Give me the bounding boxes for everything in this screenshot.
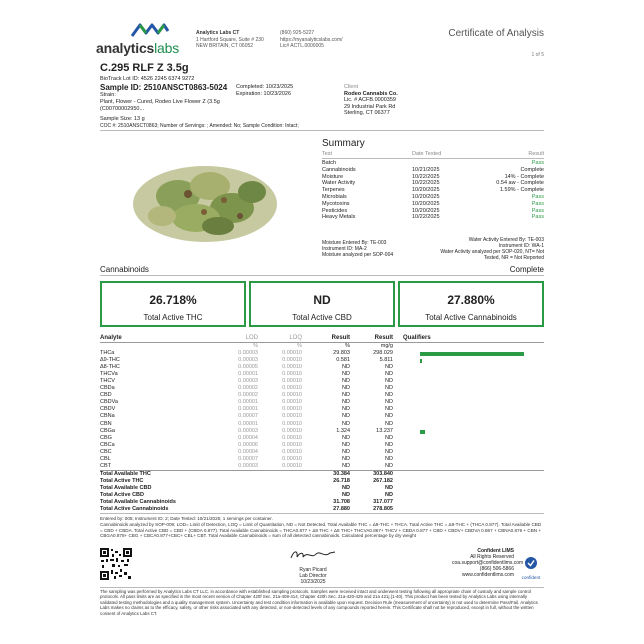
total-active-cannabinoids-box: 27.880% Total Active Cannabinoids: [398, 281, 544, 327]
biotrack-lot: BioTrack Lot ID: 4526 2245 6374 9272: [100, 76, 195, 82]
cannabinoid-row: [100, 421, 544, 428]
signature-icon: [288, 548, 338, 562]
summary-test: Pesticides: [322, 207, 348, 214]
analyte-lod: 0.00001: [238, 371, 258, 378]
analyte-result-pct: ND: [342, 448, 350, 455]
analyte-loq: 0.00010: [282, 427, 302, 434]
analyte-result-pct: ND: [342, 455, 350, 462]
total-name: Total Active THC: [100, 477, 144, 484]
analyte-name: CBC: [100, 448, 112, 455]
analyte-qualifier: [393, 413, 420, 420]
summary-date: 10/20/2025: [412, 207, 440, 214]
analyte-result-pct: 0.581: [336, 357, 350, 364]
analyte-bar: [420, 364, 544, 371]
analyte-loq: 0.00010: [282, 455, 302, 462]
cannabinoid-row: [100, 428, 544, 435]
cannabinoid-row: [100, 456, 544, 463]
analyte-result-pct: ND: [342, 406, 350, 413]
summary-row: [322, 160, 544, 167]
analyte-bar: [420, 435, 544, 442]
analyte-qualifier: [393, 435, 420, 442]
analyte-result-mg: 5.811: [379, 357, 393, 364]
cannabinoid-row: [100, 413, 544, 420]
analyte-lod: 0.00004: [238, 448, 258, 455]
summary-result: Pass: [531, 207, 544, 214]
analyte-name: CBL: [100, 455, 111, 462]
cannabinoid-row: [100, 357, 544, 364]
product-photo: [100, 136, 310, 266]
analyte-name: CBDV: [100, 406, 116, 413]
analyte-result-mg: ND: [385, 399, 393, 406]
analyte-name: CBT: [100, 462, 111, 469]
logo-wordmark: analyticslabs: [96, 40, 180, 56]
analyte-lod: 0.00002: [238, 385, 258, 392]
analyte-lod: 0.00001: [238, 406, 258, 413]
summary-result: 14% - Complete: [504, 173, 544, 180]
cannabinoid-units-row: % % % mg/g: [253, 343, 393, 349]
summary-result: 0.54 aw - Complete: [496, 180, 544, 187]
analyte-qualifier: [393, 399, 420, 406]
summary-header: Test Date Tested Result: [322, 151, 544, 157]
analyte-loq: 0.00010: [282, 434, 302, 441]
signature-block: Ryan Picard Lab Director 10/23/2025: [278, 548, 348, 585]
cannabinoid-row: [100, 385, 544, 392]
analyte-result-mg: ND: [385, 392, 393, 399]
analyte-bar: [420, 385, 544, 392]
cannabinoid-row: [100, 449, 544, 456]
cannabinoid-row: [100, 399, 544, 406]
disclaimer-divider: [100, 587, 544, 588]
analyte-name: Δ9-THC: [100, 357, 120, 364]
strain-label: Strain:: [100, 92, 116, 98]
summary-date: 10/22/2025: [412, 180, 440, 187]
analyte-name: THCa: [100, 350, 115, 356]
analyte-loq: 0.00010: [282, 462, 302, 469]
summary-row: [322, 208, 544, 215]
analyte-lod: 0.00001: [238, 399, 258, 406]
analyte-lod: 0.00003: [238, 378, 258, 385]
summary-test: Water Activity: [322, 180, 356, 187]
lab-contact: (860) 925-5227 https://myanalyticslabs.com/ Lic# ACTL.0000005: [280, 30, 343, 49]
cannabinoid-row: [100, 442, 544, 449]
analyte-result-mg: ND: [385, 385, 393, 392]
analyte-loq: 0.00010: [282, 392, 302, 399]
summary-test: Terpenes: [322, 187, 345, 194]
analyte-result-mg: ND: [385, 413, 393, 420]
summary-result: Complete: [520, 166, 544, 173]
disclaimer: The sampling was performed by Analytics Labs CT LLC. in accordance with established sampling protocols. Samples were received intact and underwent testing following all appropriate chain of custody and sample control protocols. All pass limits are as specified in the most recent version of Chapter 420f Sec. 21a-408-414, Chapter 420h Sec. 21a-420-429 and 21a 421j (1-40). This product has been tested by Analytics Labs using internally validated testing methodologies and a quality management system. Uncertainty and test condition information is available upon request. Decision Rule (measurement of uncertainty) is not used to determine Pass/Fail. Analytics Labs makes no claims as to the efficacy, safety, or other risks associated with any detected, or non-detected levels of any compounds reported herein. This Certificate shall not be reproduced, except in full, without the written consent of Analytics Labs CT.: [100, 589, 538, 616]
analyte-name: CBCa: [100, 441, 115, 448]
total-result-pct: 31.708: [333, 499, 350, 506]
analyte-bar: [420, 442, 544, 449]
total-active-cbd-box: ND Total Active CBD: [249, 281, 395, 327]
summary-test: Batch: [322, 160, 337, 166]
cannabinoid-row: [100, 435, 544, 442]
cannabinoid-total-row: [100, 478, 544, 485]
analyte-result-mg: ND: [385, 434, 393, 441]
analyte-result-mg: ND: [385, 378, 393, 385]
analyte-result-pct: ND: [342, 371, 350, 378]
cannabinoids-status: Complete: [509, 265, 544, 274]
analyte-bar: [420, 406, 544, 413]
analyte-loq: 0.00010: [282, 441, 302, 448]
expiration-date: Expiration: 10/23/2026: [236, 91, 292, 97]
cannabinoid-total-row: [100, 485, 544, 492]
lims-info: Confident LIMS All Rights Reserved coa.support@confidentlims.com (866) 506-5866 www.confidentlims.com: [452, 548, 524, 578]
total-result-mg: 278.805: [373, 506, 393, 513]
cannabinoids-divider: [100, 275, 544, 276]
summary-row: [322, 194, 544, 201]
analyte-loq: 0.00010: [282, 357, 302, 364]
logo-mark-icon: [130, 22, 170, 38]
analyte-name: CBDa: [100, 385, 115, 392]
analyte-name: CBN: [100, 420, 112, 427]
analyte-bar: [420, 378, 544, 385]
analyte-lod: 0.00006: [238, 441, 258, 448]
analyte-loq: 0.00010: [282, 448, 302, 455]
summary-row: [322, 201, 544, 208]
cannabinoid-table-header: Analyte LOD LOQ Result Result Qualifiers: [100, 335, 431, 341]
total-name: Total Available CBD: [100, 484, 152, 491]
cannabinoid-row: [100, 364, 544, 371]
total-name: Total Active CBD: [100, 492, 145, 498]
analyte-result-mg: ND: [385, 462, 393, 469]
analyte-lod: 0.00005: [238, 364, 258, 371]
analyte-result-mg: ND: [385, 371, 393, 378]
analyte-bar-fill: [420, 352, 524, 356]
confident-logo-icon: [524, 556, 538, 570]
analyte-result-pct: 1.324: [336, 427, 350, 434]
total-result-pct: ND: [342, 484, 350, 491]
total-name: Total Active Cannabinoids: [100, 506, 169, 513]
analyte-result-pct: ND: [342, 420, 350, 427]
analyte-bar: [420, 428, 544, 435]
analyte-qualifier: [393, 350, 420, 357]
analyte-result-pct: 29.803: [333, 350, 350, 356]
analyte-qualifier: [393, 385, 420, 392]
cannabinoid-total-row: [100, 499, 544, 506]
completed-date: Completed: 10/23/2025: [236, 84, 294, 90]
page-number: 1 of 5: [531, 52, 544, 58]
cannabinoid-entered-note: Entered by: 005; Instrument ID: 2; Date Tested: 10/21/2025; 1 servings per container.: [100, 516, 273, 521]
cannabinoid-row: [100, 371, 544, 378]
summary-date: 10/20/2025: [412, 200, 440, 207]
analyte-result-mg: ND: [385, 420, 393, 427]
analyte-loq: 0.00010: [282, 378, 302, 385]
analyte-result-mg: ND: [385, 448, 393, 455]
confident-logo: confident: [517, 556, 545, 580]
analyte-name: Δ8-THC: [100, 364, 120, 371]
analyte-result-mg: ND: [385, 406, 393, 413]
analyte-bar: [420, 449, 544, 456]
summary-row: [322, 174, 544, 181]
summary-date: 10/22/2025: [412, 173, 440, 180]
summary-test: Heavy Metals: [322, 214, 356, 221]
analyte-bar-fill: [420, 359, 422, 363]
water-activity-note: Water Activity Entered By: TE-003 Instrument ID: WA-1 Water Activity analyzed per SOP-020, NT= Not Tested, NR = Not Reported: [440, 237, 544, 261]
analyte-qualifier: [393, 357, 420, 364]
total-result-pct: ND: [342, 492, 350, 498]
sample-matrix: Plant, Flower - Cured, Rodeo Live Flower Z (3.5g: [100, 99, 220, 105]
analyte-lod: 0.00004: [238, 434, 258, 441]
summary-row: [322, 167, 544, 174]
analyte-name: CBNa: [100, 413, 115, 420]
summary-test: Moisture: [322, 173, 344, 180]
total-result-pct: 30.384: [333, 470, 350, 477]
analyte-qualifier: [393, 442, 420, 449]
analyte-bar: [420, 371, 544, 378]
analyte-qualifier: [393, 371, 420, 378]
summary-row: [322, 187, 544, 194]
analyte-qualifier: [393, 364, 420, 371]
cannabinoid-row: [100, 406, 544, 413]
sample-title: C.295 RLF Z 3.5g: [100, 62, 189, 74]
analyte-lod: 0.00007: [238, 413, 258, 420]
summary-result: Pass: [531, 160, 544, 166]
analyte-lod: 0.00003: [238, 357, 258, 364]
summary-date: 10/20/2025: [412, 194, 440, 200]
total-result-mg: 267.182: [373, 477, 393, 484]
analyte-lod: 0.00001: [238, 420, 258, 427]
analyte-name: CBG: [100, 434, 112, 441]
summary-row: [322, 214, 544, 221]
analyte-lod: 0.00003: [238, 427, 258, 434]
analyte-name: CBGa: [100, 427, 115, 434]
analyte-lod: 0.00002: [238, 392, 258, 399]
analyte-bar: [420, 456, 544, 463]
lab-website-link[interactable]: https://myanalyticslabs.com/: [280, 36, 343, 43]
analyte-qualifier: [393, 378, 420, 385]
cannabinoids-title: Cannabinoids: [100, 265, 149, 274]
analyte-qualifier: [393, 406, 420, 413]
analyte-result-pct: ND: [342, 364, 350, 371]
analyte-result-pct: ND: [342, 392, 350, 399]
analyte-bar: [420, 357, 544, 364]
total-result-mg: ND: [385, 492, 393, 498]
analyte-result-pct: ND: [342, 378, 350, 385]
summary-title: Summary: [322, 138, 365, 149]
total-active-thc-box: 26.718% Total Active THC: [100, 281, 246, 327]
analyte-result-mg: 298.029: [373, 350, 393, 356]
summary-date: 10/20/2025: [412, 187, 440, 194]
total-result-pct: 26.718: [333, 477, 350, 484]
analyte-loq: 0.00010: [282, 385, 302, 392]
sample-size: Sample Size: 13 g: [100, 116, 145, 122]
divider: [100, 130, 544, 131]
summary-row: [322, 180, 544, 187]
analyte-result-pct: ND: [342, 434, 350, 441]
summary-date: 10/22/2025: [412, 214, 440, 221]
cannabinoid-row: [100, 463, 544, 470]
total-name: Total Available Cannabinoids: [100, 499, 176, 506]
analyte-result-pct: ND: [342, 413, 350, 420]
analyte-result-pct: ND: [342, 462, 350, 469]
analyte-qualifier: [393, 463, 420, 470]
analyte-bar: [420, 392, 544, 399]
analyte-loq: 0.00010: [282, 350, 302, 356]
analyte-name: CBD: [100, 392, 112, 399]
summary-date: [412, 160, 474, 167]
total-result-mg: 303.840: [373, 470, 393, 477]
summary-test: Cannabinoids: [322, 166, 356, 173]
client-block: Client Rodeo Cannabis Co. Lic. # ACFB.0000359 29 Industrial Park Rd Sterling, CT 06377: [344, 84, 398, 116]
company-logo: [96, 22, 206, 62]
summary-result: 1.59% - Complete: [499, 187, 544, 194]
analyte-qualifier: [393, 428, 420, 435]
cannabinoid-row: [100, 378, 544, 385]
analyte-bar: [420, 421, 544, 428]
document-title: Certificate of Analysis: [448, 28, 544, 39]
analyte-lod: 0.00003: [238, 350, 258, 356]
coc-info: COC #: 2510ANSCT0863; Number of Servings: ; Amended: No; Sample Condition: Intact;: [100, 123, 299, 129]
qr-code[interactable]: [100, 548, 132, 580]
analyte-result-mg: ND: [385, 441, 393, 448]
cannabinoid-total-row: [100, 471, 544, 478]
total-result-mg: 317.077: [373, 499, 393, 506]
summary-date: 10/21/2025: [412, 166, 440, 173]
analyte-name: CBDVa: [100, 399, 118, 406]
analyte-bar: [420, 413, 544, 420]
analyte-result-mg: ND: [385, 455, 393, 462]
summary-divider: [322, 158, 544, 159]
moisture-note: Moisture Entered By: TE-003 Instrument ID: MA-2 Moisture analyzed per SOP-004: [322, 240, 394, 258]
analyte-bar: [420, 463, 544, 470]
total-result-mg: ND: [385, 484, 393, 491]
total-result-pct: 27.880: [333, 506, 350, 513]
analyte-lod: 0.00007: [238, 455, 258, 462]
cannabinoid-row: [100, 350, 544, 357]
cannabinoid-total-row: [100, 492, 544, 499]
sample-matrix-cont: (C00700002950...: [100, 106, 145, 112]
summary-test: Microbials: [322, 194, 347, 200]
summary-result: Pass: [531, 194, 544, 200]
analyte-qualifier: [393, 449, 420, 456]
analyte-qualifier: [393, 392, 420, 399]
cannabinoid-row: [100, 392, 544, 399]
analyte-name: THCVa: [100, 371, 118, 378]
analyte-loq: 0.00010: [282, 399, 302, 406]
analyte-bar: [420, 350, 544, 357]
analyte-bar: [420, 399, 544, 406]
analyte-loq: 0.00010: [282, 420, 302, 427]
summary-result: Pass: [531, 214, 544, 221]
analyte-result-mg: 13.237: [376, 427, 393, 434]
analyte-loq: 0.00010: [282, 364, 302, 371]
cannabinoid-method-notes: Cannabinoids analyzed by SOP-009; LOD= Limit of Detection, LOQ = Limit of Quantitation, ND = Not Detected. Total Available THC = Δ9-THC + THCA. Total Active THC = Δ9-THC + (THCA 0.877). Total Available CBD = CBD + CBDA. Total Active CBD = CBD + (CBDA 0.877). Total Available Cannabinoids = THCA0.877 + Δ9 THC + Δ8 THC+ THCVA0.867+ THCV + CBDA 0.877 + CBD + CBDV+ CBDVA 0.867 + CBNA0.876 + CBN + CBGA0.878+ CBG + CBCA0.877+CBC+ CBL+ CBT. Total Available Cannabinoids = sum of all detected cannabinoids. Calculated percentage by dry weight: [100, 522, 542, 539]
analyte-result-pct: ND: [342, 385, 350, 392]
analyte-bar-fill: [420, 430, 425, 434]
analyte-qualifier: [393, 421, 420, 428]
analyte-result-pct: ND: [342, 441, 350, 448]
summary-result: Pass: [531, 200, 544, 207]
analyte-name: THCV: [100, 378, 115, 385]
analyte-result-pct: ND: [342, 399, 350, 406]
analyte-loq: 0.00010: [282, 406, 302, 413]
lab-address: Analytics Labs CT 1 Hartford Square, Suite # 230 NEW BRITAIN, CT 06052: [196, 30, 264, 49]
sample-id: Sample ID: 2510ANSCT0863-5024: [100, 83, 228, 92]
analyte-loq: 0.00010: [282, 413, 302, 420]
analyte-lod: 0.00003: [238, 462, 258, 469]
analyte-loq: 0.00010: [282, 371, 302, 378]
footer-divider: [100, 513, 544, 514]
summary-test: Mycotoxins: [322, 200, 350, 207]
analyte-result-mg: ND: [385, 364, 393, 371]
analyte-qualifier: [393, 456, 420, 463]
total-name: Total Available THC: [100, 470, 151, 477]
